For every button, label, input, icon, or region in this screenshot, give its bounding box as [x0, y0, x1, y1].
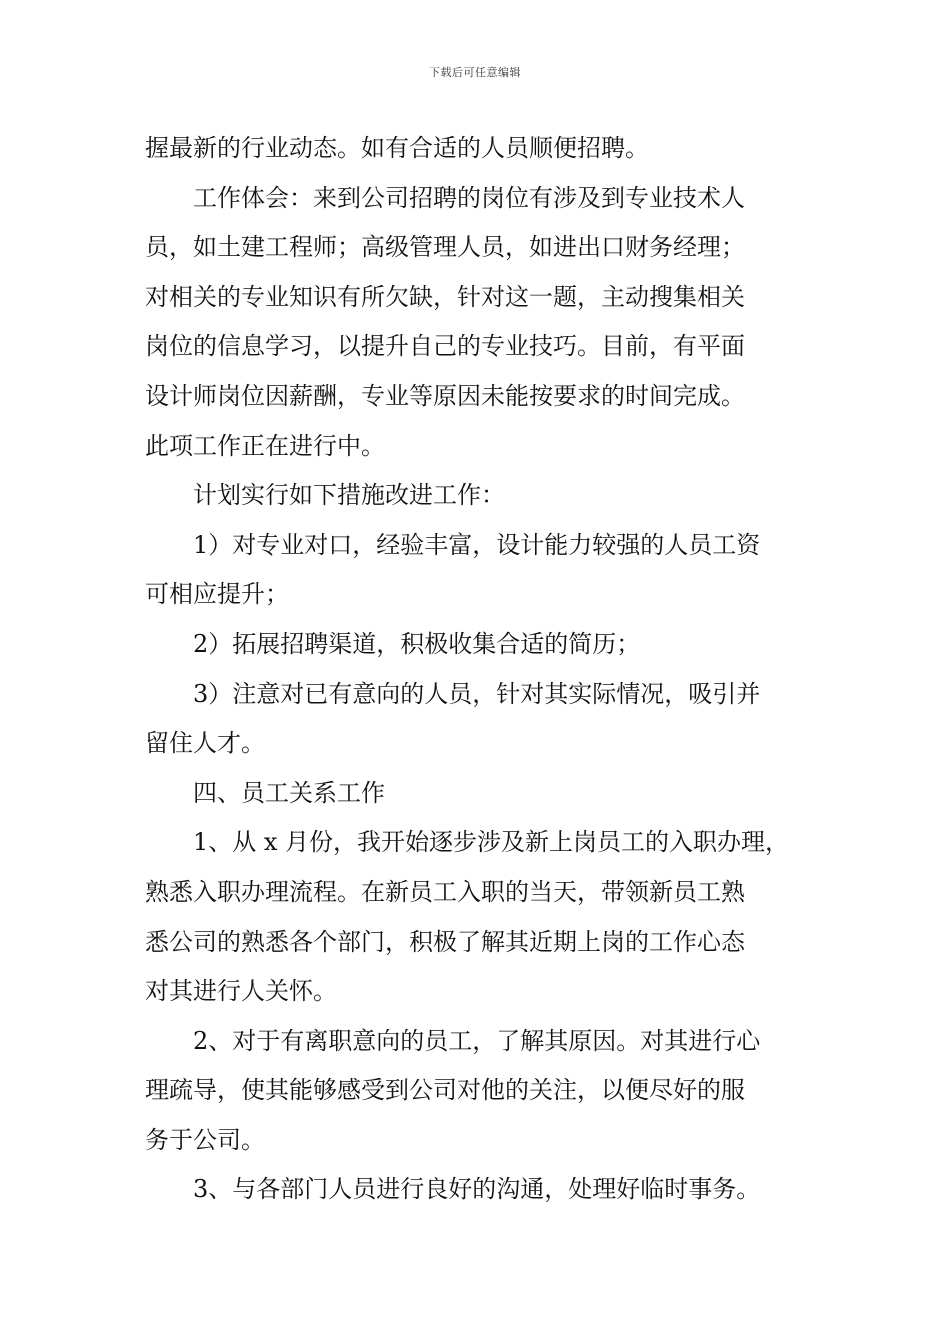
text-line: 此项工作正在进行中。	[145, 431, 385, 460]
text-line: 留住人才。	[145, 729, 265, 758]
text-line: 四、员工关系工作	[193, 778, 385, 807]
text-line: 1、从 x 月份，我开始逐步涉及新上岗员工的入职办理，	[193, 828, 790, 857]
text-line: 悉公司的熟悉各个部门，积极了解其近期上岗的工作心态	[145, 927, 745, 956]
text-line: 3、与各部门人员进行良好的沟通，处理好临时事务。	[193, 1175, 761, 1204]
text-line: 2、对于有离职意向的员工，了解其原因。对其进行心	[193, 1026, 761, 1055]
text-line: 员，如土建工程师；高级管理人员，如进出口财务经理；	[145, 233, 745, 262]
text-line: 工作体会：来到公司招聘的岗位有涉及到专业技术人	[193, 183, 745, 212]
text-line: 3）注意对已有意向的人员，针对其实际情况，吸引并	[193, 679, 761, 708]
text-line: 设计师岗位因薪酬，专业等原因未能按要求的时间完成。	[145, 381, 745, 410]
text-line: 岗位的信息学习，以提升自己的专业技巧。目前，有平面	[145, 332, 745, 361]
text-line: 务于公司。	[145, 1125, 265, 1154]
text-line: 理疏导，使其能够感受到公司对他的关注，以便尽好的服	[145, 1076, 745, 1105]
text-line: 熟悉入职办理流程。在新员工入职的当天，带领新员工熟	[145, 877, 745, 906]
text-line: 对相关的专业知识有所欠缺，针对这一题，主动搜集相关	[145, 282, 745, 311]
document-body	[145, 124, 815, 1215]
text-line: 1）对专业对口，经验丰富，设计能力较强的人员工资	[193, 530, 761, 559]
text-line: 握最新的行业动态。如有合适的人员顺便招聘。	[145, 134, 649, 162]
page-header: 下载后可任意编辑	[429, 66, 521, 79]
text-line: 计划实行如下措施改进工作：	[193, 481, 505, 510]
text-line: 可相应提升；	[145, 580, 289, 609]
text-line: 2）拓展招聘渠道，积极收集合适的简历；	[193, 629, 641, 658]
text-line: 对其进行人关怀。	[145, 977, 337, 1006]
